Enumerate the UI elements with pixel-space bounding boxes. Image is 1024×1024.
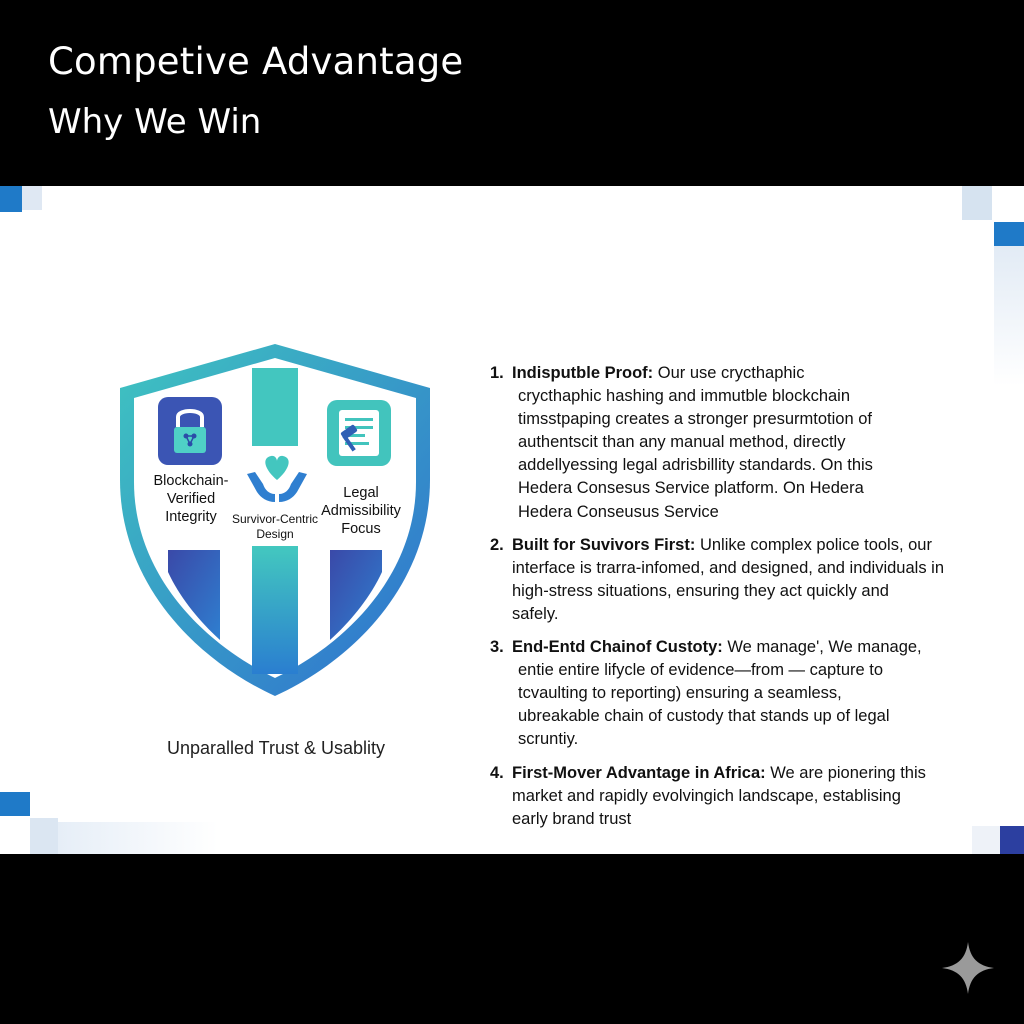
slide-subtitle: Why We Win (48, 102, 262, 142)
list-item-line: authentscit than any manual method, directly (518, 433, 846, 452)
list-item-line: Hedera Consesus Service platform. On Hedera (518, 479, 864, 498)
corner-block-bottom-right (1000, 826, 1024, 854)
list-item-line: timsstpaping creates a stronger presurmtotion of (518, 410, 873, 429)
document-gavel-icon (327, 400, 391, 466)
list-item-text: We manage', We manage, (727, 638, 922, 657)
list-item-line: addellyessing legal adrisbillity standards. On this (518, 456, 873, 475)
corner-block-top-left-light (22, 186, 42, 210)
corner-block-bottom-left-light (30, 818, 58, 854)
list-item-line: entie entire lifycle of evidence—from — capture to (518, 661, 884, 680)
panel-label-blockchain: Blockchain-Verified Integrity (153, 473, 229, 526)
corner-block-right-light (994, 246, 1024, 386)
list-item-heading: Indisputble Proof: (512, 364, 654, 382)
sparkle-icon (940, 940, 996, 996)
list-item-line: ubreakable chain of custody that stands up of legal (518, 707, 890, 726)
corner-block-bottom-right-light (972, 826, 1000, 854)
list-item-text: Unlike complex police tools, our (699, 535, 932, 554)
list-item-line: interface is trarra-infomed, and designed, and individuals in (512, 558, 944, 577)
list-item-number: 3. (490, 638, 504, 657)
list-item-line: scruntiy. (518, 730, 579, 749)
list-item-text: Our use crycthaphic (657, 364, 805, 382)
list-item-heading: Built for Suvivors First: (512, 535, 696, 554)
list-item-line: high-stress situations, ensuring they act quickly and (512, 581, 889, 600)
padlock-blockchain-icon (158, 397, 222, 465)
list-item-heading: End-Entd Chainof Custoty: (512, 638, 723, 657)
list-item (490, 362, 960, 524)
list-item-line: tcvaulting to reporting) ensuring a seamless, (518, 684, 842, 703)
corner-block-top-left (0, 186, 22, 212)
list-item-number: 2. (490, 535, 504, 554)
corner-block-right (994, 222, 1024, 246)
slide-title: Competive Advantage (48, 40, 464, 83)
list-item (490, 636, 960, 751)
list-item-number: 1. (490, 364, 504, 382)
slide-header (0, 0, 1024, 186)
list-item-line: early brand trust (512, 809, 632, 828)
panel-label-survivor: Survivor-Centric Design (231, 512, 318, 541)
list-item (490, 762, 960, 831)
list-item-number: 4. (490, 763, 504, 782)
panel-label-legal: Legal Admissibility Focus (321, 485, 401, 538)
corner-block-bottom-left (0, 792, 30, 816)
list-item-line: safely. (512, 604, 559, 623)
list-item-line: market and rapidly evolvingich landscape, establising (512, 786, 901, 805)
hands-heart-icon (243, 454, 311, 508)
list-item-text: We are pionering this (770, 763, 926, 782)
advantages-list (490, 362, 960, 841)
list-item-line: Hedera Conseusus Service (518, 502, 719, 521)
list-item-line: crycthaphic hashing and immutble blockchain (518, 387, 851, 406)
shield-caption: Unparalled Trust & Usablity (166, 738, 386, 758)
slide-footer (0, 854, 1024, 1024)
corner-block-bottom-left-fade (58, 822, 218, 854)
corner-block-top-right-light (962, 186, 992, 220)
list-item-heading: First-Mover Advantage in Africa: (512, 763, 766, 782)
list-item (490, 534, 960, 626)
